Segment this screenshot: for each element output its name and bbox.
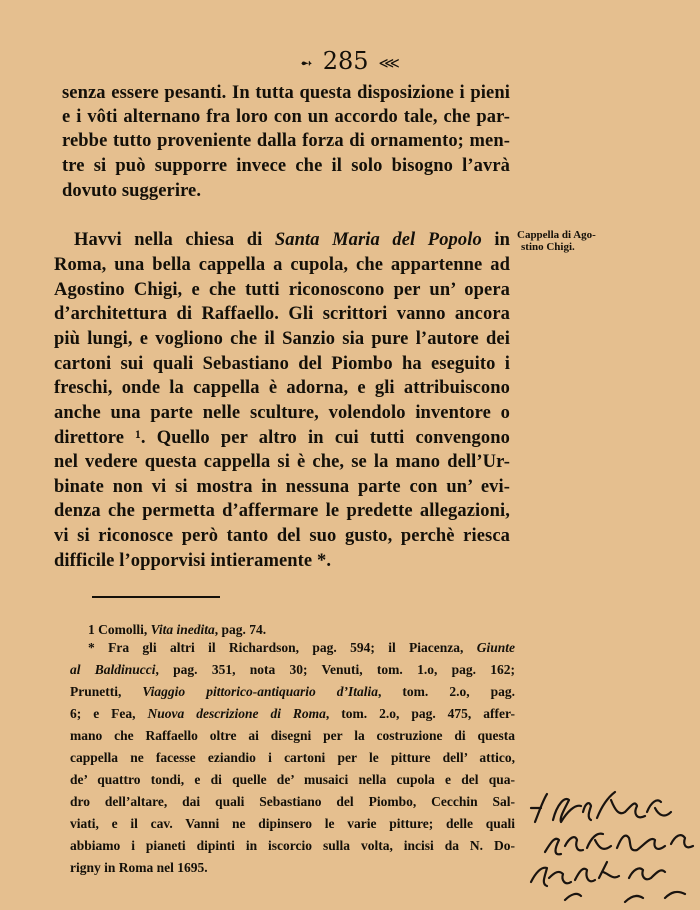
footnote-line: rigny in Roma nel 1695. xyxy=(70,860,208,875)
body-line: d’architettura di Raffaello. Gli scrittori vanno ancora xyxy=(54,304,510,324)
body-line: senza essere pesanti. In tutta questa disposizione i pieni xyxy=(62,83,510,103)
ornament-right-icon: ⋘ xyxy=(378,53,400,72)
body-line: Roma, una bella cappella a cupola, che appartenne ad xyxy=(54,255,510,275)
body-line: anche una parte nelle sculture, volendolo inventore o xyxy=(54,403,510,423)
page-number: 285 xyxy=(322,47,369,75)
footnote-divider xyxy=(92,596,220,598)
margin-note-line: stino Chigi. xyxy=(521,241,575,253)
page-header xyxy=(0,46,700,78)
body-line: vi si riconosce però tanto del suo gusto, perchè riesca xyxy=(54,526,510,546)
body-line: nel vedere questa cappella si è che, se la mano dell’Ur- xyxy=(54,452,510,472)
body-line: più lungi, e vogliono che il Sanzio sia pure l’autore dei xyxy=(54,329,510,349)
footnote-line: mano che Raffaello oltre ai disegni per la costruzione di questa xyxy=(70,728,515,743)
body-line: difficile l’opporvisi intieramente *. xyxy=(54,551,332,571)
body-line: e i vôti alternano fra loro con un accordo tale, che par- xyxy=(62,107,510,127)
footnote-line: Prunetti, Viaggio pittorico-antiquario d’Italia, tom. 2.o, pag. xyxy=(70,684,515,699)
handwritten-annotation xyxy=(525,782,700,906)
footnote-line: al Baldinucci, pag. 351, nota 30; Venuti, tom. 1.o, pag. 162; xyxy=(70,662,515,677)
body-line: tre si può supporre invece che il solo bisogno l’avrà xyxy=(62,156,510,176)
footnote-line: 1 Comolli, Vita inedita, pag. 74. xyxy=(88,622,267,637)
ornament-left-icon: ➻ xyxy=(300,53,313,72)
body-line: direttore ¹. Quello per altro in cui tutti convengono xyxy=(54,428,510,448)
body-line: Havvi nella chiesa di Santa Maria del Popolo in xyxy=(74,230,510,250)
footnote-line: 6; e Fea, Nuova descrizione di Roma, tom. 2.o, pag. 475, affer- xyxy=(70,706,515,721)
body-line: binate non vi si mostra in nessuna parte con un’ evi- xyxy=(54,477,510,497)
footnote-line: abbiamo i pianeti dipinti in iscorcio sulla volta, incisi da N. Do- xyxy=(70,838,515,853)
footnote-line: * Fra gli altri il Richardson, pag. 594; il Piacenza, Giunte xyxy=(88,640,515,655)
handwriting-scribble-icon xyxy=(525,782,700,906)
footnote-line: viati, e il cav. Vanni ne dipinsero le varie pitture; delle quali xyxy=(70,816,515,831)
footnote-line: cappella ne facesse eziandio i cartoni per le pitture dell’ attico, xyxy=(70,750,515,765)
body-line: denza che permetta d’affermare le predette allegazioni, xyxy=(54,501,510,521)
margin-note-line: Cappella di Ago- xyxy=(517,229,596,241)
footnote-line: de’ quattro tondi, e di quelle de’ musaici nella cupola e del qua- xyxy=(70,772,515,787)
body-line: cartoni sui quali Sebastiano del Piombo ha eseguito i xyxy=(54,354,510,374)
body-line: freschi, onde la cappella è adorna, e gli attribuiscono xyxy=(54,378,510,398)
margin-note xyxy=(517,229,617,253)
body-line: rebbe tutto proveniente dalla forza di ornamento; men- xyxy=(62,131,510,151)
body-line: Agostino Chigi, e che tutti riconoscono per un’ opera xyxy=(54,280,510,300)
footnote-line: dro dell’altare, dai quali Sebastiano del Piombo, Cecchin Sal- xyxy=(70,794,515,809)
body-line: dovuto suggerire. xyxy=(62,181,202,201)
